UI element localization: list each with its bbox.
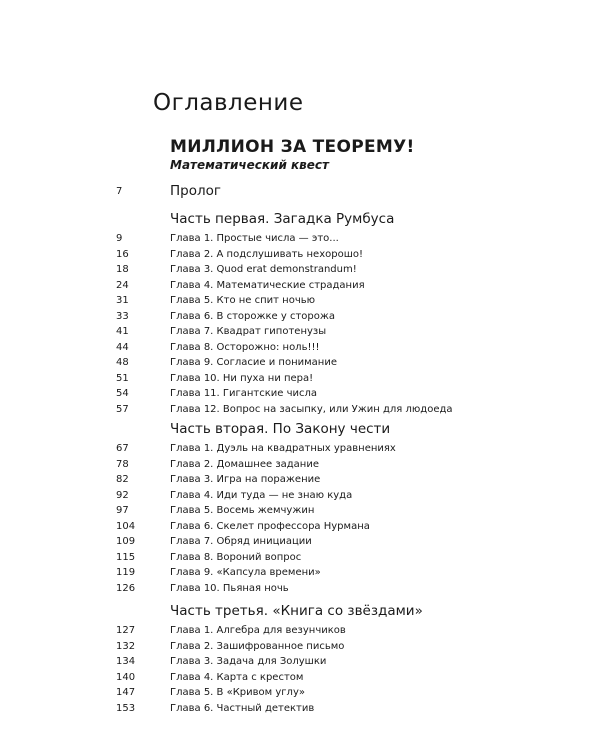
page-number: 41 bbox=[116, 326, 129, 337]
toc-entry bbox=[0, 623, 600, 639]
chapter-label: Глава 9. «Капсула времени» bbox=[170, 567, 321, 578]
chapter-label: Глава 8. Вороний вопрос bbox=[170, 551, 302, 563]
page-number: 57 bbox=[116, 403, 129, 415]
chapter-label: Глава 11. Гигантские числа bbox=[170, 388, 318, 399]
part-title: Часть третья. «Книга со звёздами» bbox=[170, 603, 423, 619]
page-number: 51 bbox=[116, 372, 129, 384]
toc-entry bbox=[0, 670, 600, 686]
chapter-label: Глава 1. Алгебра для везунчиков bbox=[170, 625, 346, 636]
chapter-label: Глава 5. Кто не спит ночью bbox=[170, 295, 316, 306]
chapter-label: Глава 1. Простые числа — это... bbox=[170, 233, 339, 244]
page-number: 126 bbox=[116, 582, 136, 594]
toc-entry bbox=[0, 371, 600, 387]
page-number: 16 bbox=[116, 248, 129, 260]
toc-entry bbox=[0, 324, 600, 340]
toc-entry bbox=[0, 247, 600, 263]
toc-entry bbox=[0, 701, 600, 717]
chapter-label: Глава 7. Квадрат гипотенузы bbox=[170, 326, 327, 337]
chapter-label: Глава 6. Частный детектив bbox=[170, 702, 315, 714]
page-number: 153 bbox=[116, 702, 136, 714]
toc-entry bbox=[0, 472, 600, 488]
page-number: 18 bbox=[116, 264, 129, 275]
page-number: 67 bbox=[116, 443, 129, 454]
toc-entry bbox=[0, 581, 600, 597]
toc-entry bbox=[0, 441, 600, 457]
entry-label: Пролог bbox=[170, 183, 221, 199]
part-title: Часть первая. Загадка Румбуса bbox=[170, 211, 395, 227]
toc-entry bbox=[0, 639, 600, 655]
page-number: 82 bbox=[116, 474, 129, 485]
page-number: 44 bbox=[116, 341, 129, 353]
toc-heading: Оглавление bbox=[153, 90, 304, 116]
chapter-label: Глава 4. Математические страдания bbox=[170, 279, 365, 291]
page-number: 24 bbox=[116, 279, 129, 291]
toc-entry bbox=[0, 402, 600, 418]
page-number: 92 bbox=[116, 489, 129, 501]
page-number: 33 bbox=[116, 310, 129, 322]
page-number: 9 bbox=[116, 233, 123, 244]
toc-entry bbox=[0, 355, 600, 371]
toc-entry bbox=[0, 534, 600, 550]
chapter-label: Глава 6. В сторожке у сторожа bbox=[170, 310, 336, 322]
page-number: 127 bbox=[116, 625, 136, 636]
chapter-label: Глава 6. Скелет профессора Нурмана bbox=[170, 520, 370, 532]
page-number: 104 bbox=[116, 520, 136, 532]
toc-entry-prolog bbox=[0, 183, 600, 201]
toc-entry bbox=[0, 685, 600, 701]
chapter-label: Глава 10. Ни пуха ни пера! bbox=[170, 372, 314, 384]
chapter-label: Глава 4. Иди туда — не знаю куда bbox=[170, 489, 353, 501]
page-number: 119 bbox=[116, 567, 136, 578]
chapter-label: Глава 2. Зашифрованное письмо bbox=[170, 640, 345, 652]
toc-entry bbox=[0, 519, 600, 535]
toc-entry bbox=[0, 309, 600, 325]
chapter-label: Глава 2. Домашнее задание bbox=[170, 458, 319, 470]
chapter-label: Глава 12. Вопрос на засыпку, или Ужин для людоеда bbox=[170, 403, 453, 415]
toc-entry bbox=[0, 340, 600, 356]
page-number: 48 bbox=[116, 357, 129, 368]
page-number: 109 bbox=[116, 536, 136, 547]
chapter-label: Глава 1. Дуэль на квадратных уравнениях bbox=[170, 443, 396, 454]
toc-entry bbox=[0, 488, 600, 504]
toc-entry bbox=[0, 457, 600, 473]
toc-entry bbox=[0, 293, 600, 309]
page-number: 115 bbox=[116, 551, 136, 563]
toc-entry bbox=[0, 565, 600, 581]
toc-entry bbox=[0, 262, 600, 278]
chapter-label: Глава 10. Пьяная ночь bbox=[170, 582, 289, 594]
page-number: 134 bbox=[116, 656, 136, 667]
page-number: 7 bbox=[116, 186, 123, 197]
chapter-label: Глава 3. Quod erat demonstrandum! bbox=[170, 264, 357, 275]
toc-entry bbox=[0, 503, 600, 519]
page-number: 147 bbox=[116, 687, 136, 698]
part-title: Часть вторая. По Закону чести bbox=[170, 421, 391, 437]
chapter-label: Глава 3. Игра на поражение bbox=[170, 474, 321, 485]
page-number: 97 bbox=[116, 505, 129, 516]
page-number: 140 bbox=[116, 671, 136, 683]
chapter-label: Глава 9. Согласие и понимание bbox=[170, 357, 337, 368]
toc-entry bbox=[0, 654, 600, 670]
page-number: 132 bbox=[116, 640, 136, 652]
toc-entry bbox=[0, 386, 600, 402]
toc-entry bbox=[0, 231, 600, 247]
toc-entry bbox=[0, 550, 600, 566]
chapter-label: Глава 4. Карта с крестом bbox=[170, 671, 304, 683]
chapter-label: Глава 5. Восемь жемчужин bbox=[170, 505, 315, 516]
page-number: 54 bbox=[116, 388, 129, 399]
book-title: МИЛЛИОН ЗА ТЕОРЕМУ! bbox=[170, 137, 415, 157]
chapter-label: Глава 8. Осторожно: ноль!!! bbox=[170, 341, 320, 353]
chapter-label: Глава 7. Обряд инициации bbox=[170, 536, 312, 547]
book-subtitle: Математический квест bbox=[170, 158, 329, 172]
chapter-label: Глава 3. Задача для Золушки bbox=[170, 656, 327, 667]
page-number: 31 bbox=[116, 295, 129, 306]
page-number: 78 bbox=[116, 458, 129, 470]
chapter-label: Глава 5. В «Кривом углу» bbox=[170, 687, 305, 698]
toc-entry bbox=[0, 278, 600, 294]
chapter-label: Глава 2. А подслушивать нехорошо! bbox=[170, 248, 363, 260]
